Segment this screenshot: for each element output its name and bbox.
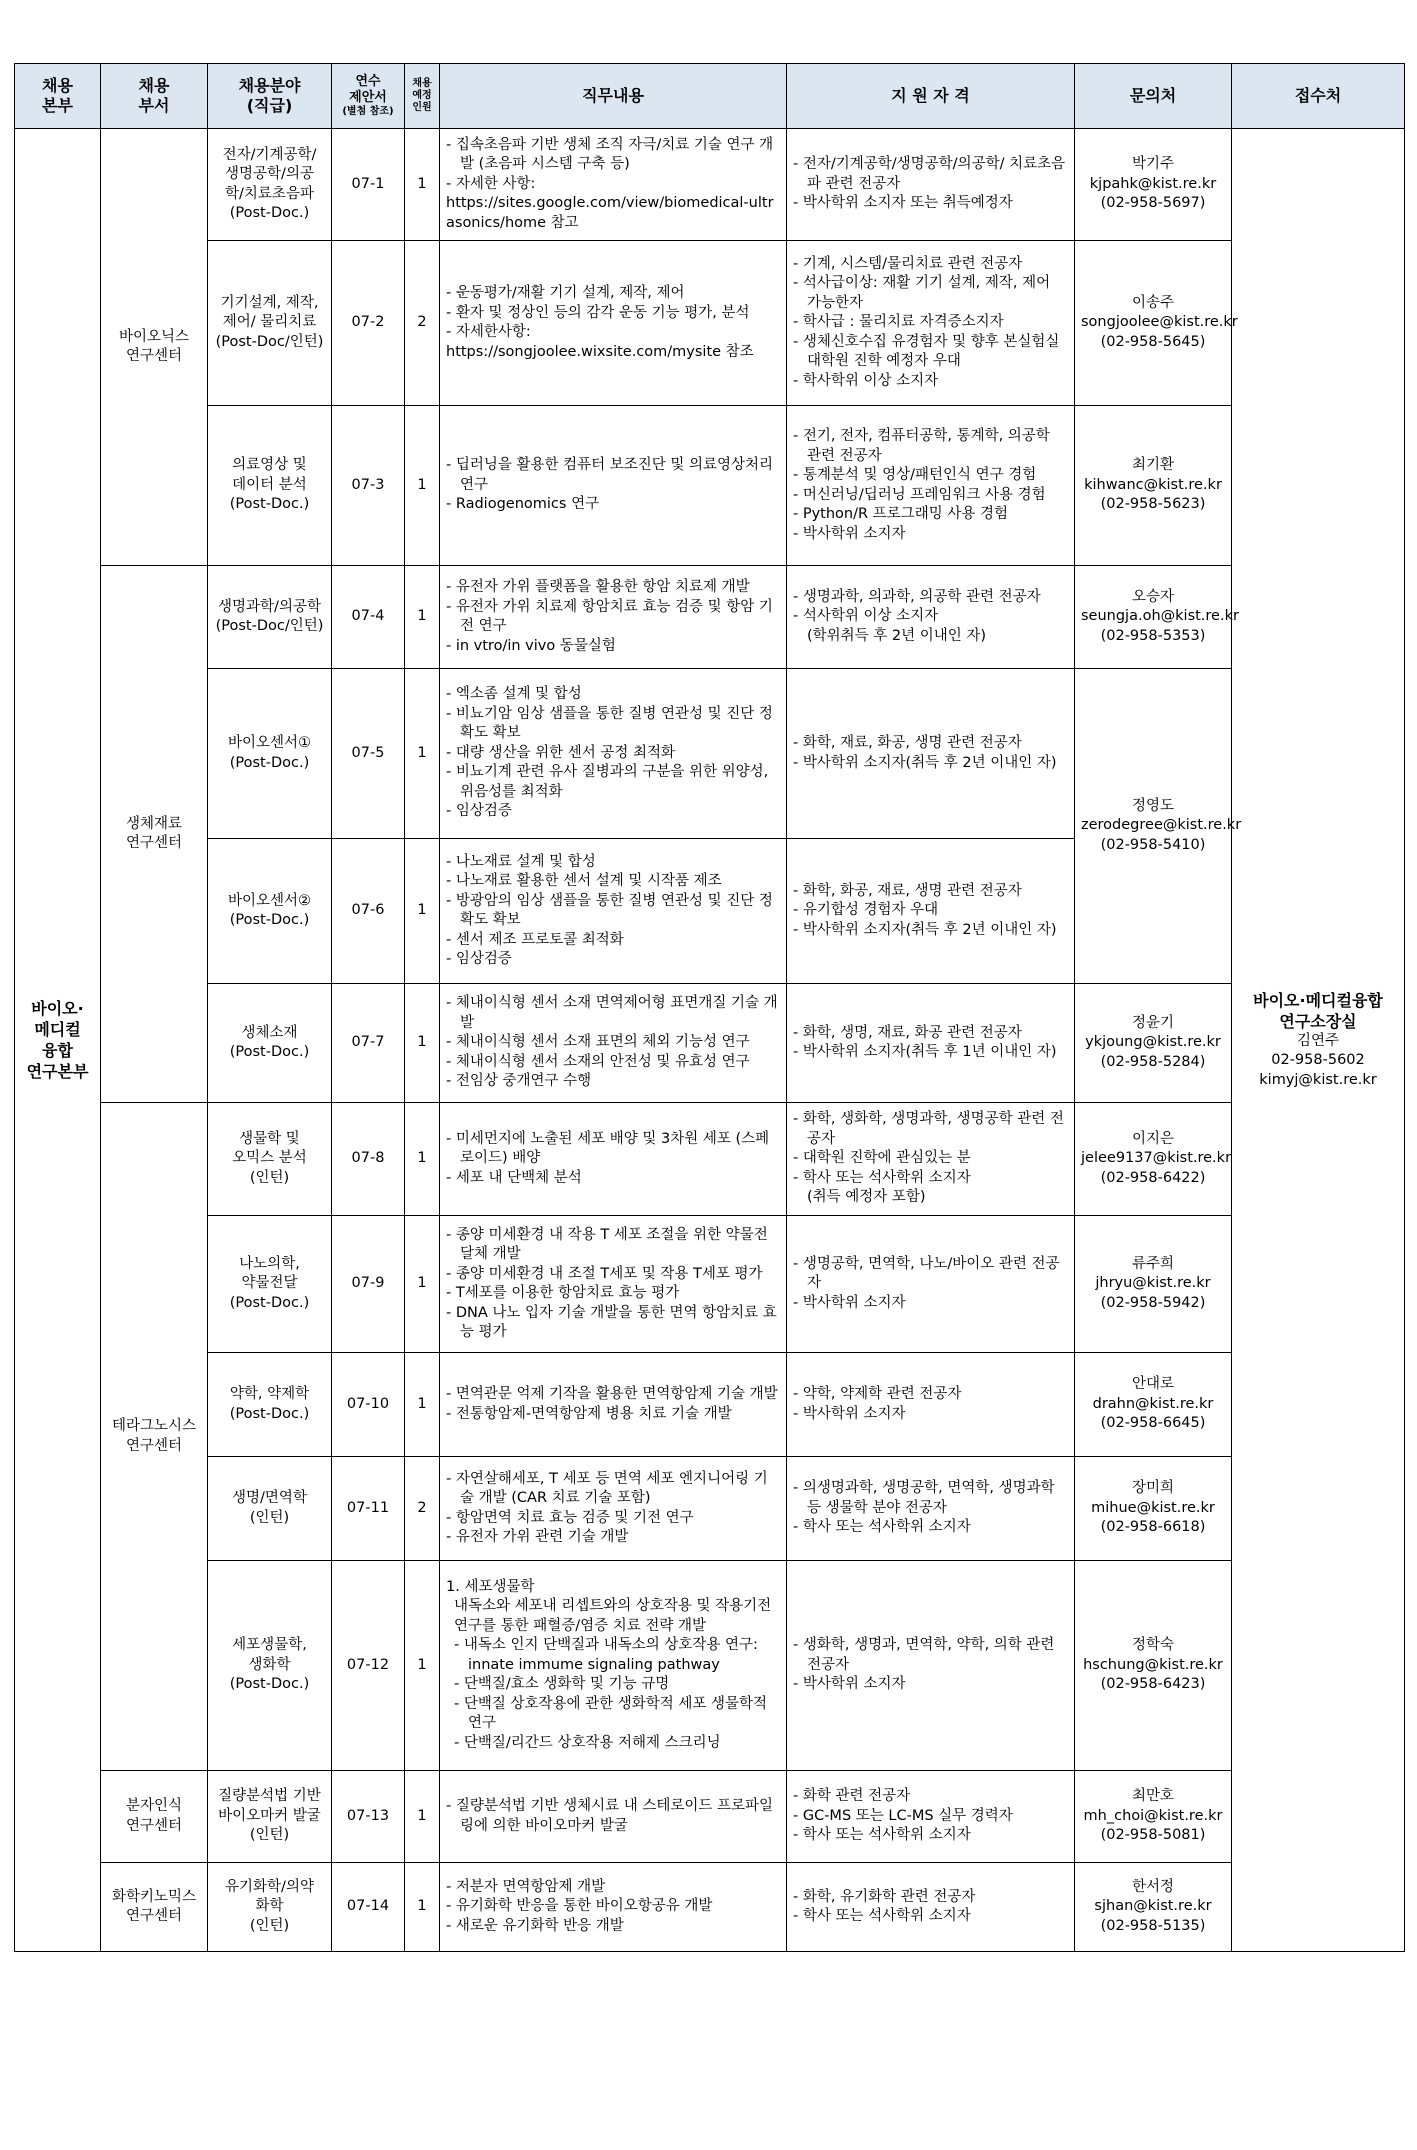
duty-item: - 환자 및 정상인 등의 감각 운동 기능 평가, 분석 <box>446 304 750 321</box>
duty-item: - 새로운 유기화학 반응 개발 <box>446 1917 624 1934</box>
duty-item: - 종양 미세환경 내 작용 T 세포 조절을 위한 약물전달체 개발 <box>446 1226 768 1262</box>
field-cell: 기기설계, 제작, 제어/ 물리치료 (Post-Doc/인턴) <box>208 241 332 406</box>
duties-cell <box>440 1771 787 1863</box>
dept-cell: 화학키노믹스 연구센터 <box>101 1863 208 1952</box>
duty-item: - 유전자 가위 플랫폼을 활용한 항암 치료제 개발 <box>446 579 750 595</box>
qualification-item: - 학사 또는 석사학위 소지자 <box>793 1827 971 1844</box>
qualification-item: - 학사학위 이상 소지자 <box>793 372 939 389</box>
proposal-code: 07-3 <box>332 406 405 566</box>
hire-count: 1 <box>405 1353 440 1457</box>
field-cell: 생물학 및 오믹스 분석 (인턴) <box>208 1103 332 1216</box>
table-row <box>15 1216 1405 1353</box>
header-field: 채용분야 (직급) <box>208 64 332 129</box>
qualification-item: - 화학, 유기화학 관련 전공자 <box>793 1888 976 1905</box>
qualification-item: - 생화학, 생명과, 면역학, 약학, 의학 관련 전공자 <box>793 1637 1055 1673</box>
qualification-cell <box>787 1457 1075 1561</box>
field-cell: 의료영상 및 데이터 분석 (Post-Doc.) <box>208 406 332 566</box>
qualification-cell <box>787 1103 1075 1216</box>
qualification-item: - GC-MS 또는 LC-MS 실무 경력자 <box>793 1807 1013 1824</box>
duty-item: - 나노재료 활용한 센서 설계 및 시작품 제조 <box>446 873 722 889</box>
qualification-item: - 생체신호수집 유경험자 및 향후 본실험실 대학원 진학 예정자 우대 <box>793 333 1060 370</box>
proposal-code: 07-9 <box>332 1216 405 1353</box>
field-cell: 나노의학, 약물전달 (Post-Doc.) <box>208 1216 332 1353</box>
qualification-item: - 학사 또는 석사학위 소지자 <box>793 1519 971 1536</box>
proposal-code: 07-14 <box>332 1863 405 1952</box>
field-cell: 약학, 약제학 (Post-Doc.) <box>208 1353 332 1457</box>
header-proposal-label: 연수 제안서 <box>349 74 387 105</box>
table-row <box>15 1457 1405 1561</box>
duties-cell <box>440 984 787 1103</box>
field-cell: 생명과학/의공학 (Post-Doc/인턴) <box>208 566 332 669</box>
duties-cell <box>440 1561 787 1771</box>
qualification-item: - 화학 관련 전공자 <box>793 1788 911 1805</box>
duty-item: - 유전자 가위 관련 기술 개발 <box>446 1529 629 1545</box>
field-cell: 유기화학/의약 화학 (인턴) <box>208 1863 332 1952</box>
header-proposal-note: (별첨 참조) <box>342 106 394 117</box>
duty-item: - 전임상 중개연구 수행 <box>446 1073 592 1090</box>
contact-cell: 정윤기 ykjoung@kist.re.kr (02-958-5284) <box>1075 984 1232 1103</box>
qualification-cell <box>787 1771 1075 1863</box>
duty-item: - 자연살해세포, T 세포 등 면역 세포 엔지니어링 기술 개발 (CAR 치료 기술 포함) <box>446 1470 768 1506</box>
duty-item: - 단백질/효소 생화학 및 기능 규명 <box>454 1676 670 1693</box>
qualification-item: - 석사급이상: 재활 기기 설계, 제작, 제어 가능한자 <box>793 275 1051 311</box>
duty-item: - T세포를 이용한 항암치료 효능 평가 <box>446 1285 680 1301</box>
qualification-cell <box>787 1561 1075 1771</box>
qualification-item: - 생명과학, 의과학, 의공학 관련 전공자 <box>793 588 1041 605</box>
proposal-code: 07-4 <box>332 566 405 669</box>
duties-cell <box>440 566 787 669</box>
duty-item: - 비뇨기계 관련 유사 질병과의 구분을 위한 위양성, 위음성를 최적화 <box>446 764 769 800</box>
duty-item: - 임상검증 <box>446 803 512 820</box>
field-cell: 전자/기계공학/ 생명공학/의공 학/치료초음파 (Post-Doc.) <box>208 129 332 241</box>
table-row <box>15 1561 1405 1771</box>
header-hq: 채용 본부 <box>15 64 101 129</box>
qualification-item: (취득 예정자 포함) <box>807 1189 926 1206</box>
duties-cell <box>440 1863 787 1952</box>
proposal-code: 07-7 <box>332 984 405 1103</box>
header-qualification: 지 원 자 격 <box>787 64 1075 129</box>
duties-cell <box>440 1353 787 1457</box>
qualification-cell <box>787 839 1075 984</box>
qualification-item: - 의생명과학, 생명공학, 면역학, 생명과학 등 생물학 분야 전공자 <box>793 1480 1055 1516</box>
qualification-item: - 박사학위 소지자(취득 후 2년 이내인 자) <box>793 754 1057 771</box>
hire-count: 1 <box>405 1561 440 1771</box>
hire-count: 1 <box>405 129 440 241</box>
contact-cell: 이지은 jelee9137@kist.re.kr (02-958-6422) <box>1075 1103 1232 1216</box>
duties-cell <box>440 406 787 566</box>
header-duties: 직무내용 <box>440 64 787 129</box>
hire-count: 1 <box>405 669 440 839</box>
qualification-cell <box>787 669 1075 839</box>
duty-text: 내독소와 세포내 리셉트와의 상호작용 및 작용기전 연구를 통한 패혈증/염증 치료 전략 개발 <box>454 1598 772 1634</box>
duty-text: 1. 세포생물학 <box>446 1578 535 1595</box>
duty-item: - Radiogenomics 연구 <box>446 496 600 513</box>
qualification-cell <box>787 129 1075 241</box>
hire-count: 1 <box>405 1216 440 1353</box>
duty-item: - 엑소좀 설계 및 합성 <box>446 686 582 703</box>
receiver-phone: 02-958-5602 <box>1271 1052 1365 1069</box>
qualification-item: - 박사학위 소지자 <box>793 1676 906 1693</box>
qualification-item: - 박사학위 소지자 <box>793 1405 906 1422</box>
table-row <box>15 566 1405 669</box>
dept-cell: 테라그노시스 연구센터 <box>101 1103 208 1771</box>
hire-count: 1 <box>405 1863 440 1952</box>
receiver-name: 김연주 <box>1296 1032 1340 1049</box>
duties-cell <box>440 129 787 241</box>
contact-cell: 류주희 jhryu@kist.re.kr (02-958-5942) <box>1075 1216 1232 1353</box>
header-count: 채용 예정 인원 <box>405 64 440 129</box>
duty-item: - 임상검증 <box>446 951 512 967</box>
duty-item: - 저분자 면역항암제 개발 <box>446 1878 606 1895</box>
duty-item: - DNA 나노 입자 기술 개발을 통한 면역 항암치료 효능 평가 <box>446 1304 777 1340</box>
qualification-item: - 전기, 전자, 컴퓨터공학, 통계학, 의공학 관련 전공자 <box>793 428 1050 464</box>
header-row <box>15 64 1405 129</box>
hq-cell: 바이오· 메디컬 융합 연구본부 <box>15 129 101 1952</box>
table-row <box>15 1863 1405 1952</box>
proposal-code: 07-1 <box>332 129 405 241</box>
hire-count: 1 <box>405 1103 440 1216</box>
duty-item: - 종양 미세환경 내 조절 T세포 및 작용 T세포 평가 <box>446 1265 763 1282</box>
duty-item: - 단백질 상호작용에 관한 생화학적 세포 생물학적 연구 <box>454 1695 768 1732</box>
duty-item: - 유기화학 반응을 통한 바이오항공유 개발 <box>446 1898 713 1915</box>
duty-item: - 단백질/리간드 상호작용 저해제 스크리닝 <box>454 1734 721 1751</box>
duty-item: - 딥러닝을 활용한 컴퓨터 보조진단 및 의료영상처리 연구 <box>446 457 774 493</box>
dept-cell: 바이오닉스 연구센터 <box>101 129 208 566</box>
qualification-item: - 박사학위 소지자(취득 후 2년 이내인 자) <box>793 921 1057 938</box>
duty-item: - 체내이식형 센서 소재 표면의 체외 기능성 연구 <box>446 1034 750 1051</box>
duties-cell <box>440 1457 787 1561</box>
duty-item: - 질량분석법 기반 생체시료 내 스테로이드 프로파일링에 의한 바이오마커 발굴 <box>446 1798 774 1834</box>
qualification-item: - 화학, 재료, 화공, 생명 관련 전공자 <box>793 735 1022 751</box>
qualification-cell <box>787 406 1075 566</box>
duties-cell <box>440 669 787 839</box>
hire-count: 1 <box>405 984 440 1103</box>
qualification-cell <box>787 984 1075 1103</box>
duties-cell <box>440 1216 787 1353</box>
proposal-code: 07-6 <box>332 839 405 984</box>
dept-cell: 생체재료 연구센터 <box>101 566 208 1103</box>
qualification-cell <box>787 241 1075 406</box>
duty-item: - 나노재료 설계 및 합성 <box>446 853 596 870</box>
table-row <box>15 1103 1405 1216</box>
receiver-email: kimyj@kist.re.kr <box>1259 1071 1377 1088</box>
duty-item: - 체내이식형 센서 소재 면역제어형 표면개질 기술 개발 <box>446 995 778 1031</box>
contact-cell: 최기환 kihwanc@kist.re.kr (02-958-5623) <box>1075 406 1232 566</box>
qualification-item: - 기계, 시스템/물리치료 관련 전공자 <box>793 255 1023 272</box>
contact-cell: 정학숙 hschung@kist.re.kr (02-958-6423) <box>1075 1561 1232 1771</box>
qualification-item: - 화학, 생명, 재료, 화공 관련 전공자 <box>793 1024 1022 1041</box>
field-cell: 세포생물학, 생화학 (Post-Doc.) <box>208 1561 332 1771</box>
qualification-item: - 박사학위 소지자 또는 취득예정자 <box>793 195 1013 212</box>
contact-cell: 정영도 zerodegree@kist.re.kr (02-958-5410) <box>1075 669 1232 984</box>
proposal-code: 07-5 <box>332 669 405 839</box>
hire-count: 2 <box>405 241 440 406</box>
duty-item: - 전통항암제-면역항암제 병용 치료 기술 개발 <box>446 1405 732 1422</box>
hire-count: 1 <box>405 566 440 669</box>
proposal-code: 07-2 <box>332 241 405 406</box>
qualification-item: - 화학, 화공, 재료, 생명 관련 전공자 <box>793 882 1022 899</box>
qualification-item: - 유기합성 경험자 우대 <box>793 902 939 919</box>
contact-cell: 안대로 drahn@kist.re.kr (02-958-6645) <box>1075 1353 1232 1457</box>
proposal-code: 07-12 <box>332 1561 405 1771</box>
table-row <box>15 129 1405 241</box>
contact-cell: 박기주 kjpahk@kist.re.kr (02-958-5697) <box>1075 129 1232 241</box>
field-cell: 생명/면역학 (인턴) <box>208 1457 332 1561</box>
receiver-cell <box>1232 129 1405 1952</box>
qualification-item: - 대학원 진학에 관심있는 분 <box>793 1150 971 1167</box>
qualification-item: - 박사학위 소지자 <box>793 1294 906 1311</box>
hire-count: 1 <box>405 1771 440 1863</box>
table-row <box>15 1771 1405 1863</box>
proposal-code: 07-10 <box>332 1353 405 1457</box>
qualification-item: (학위취득 후 2년 이내인 자) <box>807 627 987 644</box>
proposal-code: 07-13 <box>332 1771 405 1863</box>
recruitment-table <box>14 63 1405 1952</box>
duty-item: - 유전자 가위 치료제 항암치료 효능 검증 및 항암 기전 연구 <box>446 598 773 634</box>
duty-item: - in vtro/in vivo 동물실험 <box>446 637 616 654</box>
duty-item: - 집속초음파 기반 생체 조직 자극/치료 기술 연구 개발 (초음파 시스템 구축 등) <box>446 136 774 173</box>
duties-cell <box>440 241 787 406</box>
duty-item: https://sites.google.com/view/biomedical-ultrasonics/home 참고 <box>446 195 774 231</box>
duty-item: - 방광암의 임상 샘플을 통한 질병 연관성 및 진단 정확도 확보 <box>446 892 773 928</box>
duty-item: - 체내이식형 센서 소재의 안전성 및 유효성 연구 <box>446 1053 750 1070</box>
contact-cell: 오승자 seungja.oh@kist.re.kr (02-958-5353) <box>1075 566 1232 669</box>
qualification-item: - 학사급 : 물리치료 자격증소지자 <box>793 314 1004 331</box>
header-contact: 문의처 <box>1075 64 1232 129</box>
duty-item: - 자세한사항: <box>446 324 531 340</box>
hire-count: 1 <box>405 839 440 984</box>
receiver-title: 바이오·메디컬융합 연구소장실 <box>1253 990 1383 1031</box>
contact-cell: 장미희 mihue@kist.re.kr (02-958-6618) <box>1075 1457 1232 1561</box>
duty-item: - 세포 내 단백체 분석 <box>446 1169 582 1186</box>
qualification-item: - Python/R 프로그래밍 사용 경험 <box>793 506 1008 522</box>
qualification-item: - 석사학위 이상 소지자 <box>793 608 939 625</box>
contact-cell: 한서정 sjhan@kist.re.kr (02-958-5135) <box>1075 1863 1232 1952</box>
table-row <box>15 241 1405 406</box>
qualification-item: - 박사학위 소지자(취득 후 1년 이내인 자) <box>793 1044 1057 1060</box>
qualification-item: - 생명공학, 면역학, 나노/바이오 관련 전공자 <box>793 1255 1060 1292</box>
duty-item: - 항암면역 치료 효능 검증 및 기전 연구 <box>446 1509 694 1526</box>
contact-cell: 이송주 songjoolee@kist.re.kr (02-958-5645) <box>1075 241 1232 406</box>
duty-item: - 비뇨기암 임상 샘플을 통한 질병 연관성 및 진단 정확도 확보 <box>446 705 773 742</box>
dept-cell: 분자인식 연구센터 <box>101 1771 208 1863</box>
table-row <box>15 406 1405 566</box>
qualification-item: - 화학, 생화학, 생명과학, 생명공학 관련 전공자 <box>793 1111 1064 1147</box>
qualification-item: - 박사학위 소지자 <box>793 525 906 542</box>
duty-item: - 운동평가/재활 기기 설계, 제작, 제어 <box>446 285 685 301</box>
duty-item: - 센서 제조 프로토콜 최적화 <box>446 931 624 948</box>
qualification-item: - 전자/기계공학/생명공학/의공학/ 치료초음파 관련 전공자 <box>793 156 1066 192</box>
header-dept: 채용 부서 <box>101 64 208 129</box>
proposal-code: 07-11 <box>332 1457 405 1561</box>
table-row <box>15 669 1405 839</box>
field-cell: 바이오센서② (Post-Doc.) <box>208 839 332 984</box>
contact-cell: 최만호 mh_choi@kist.re.kr (02-958-5081) <box>1075 1771 1232 1863</box>
qualification-cell <box>787 1353 1075 1457</box>
qualification-item: - 학사 또는 석사학위 소지자 <box>793 1908 971 1924</box>
duty-item: - 면역관문 억제 기작을 활용한 면역항암제 기술 개발 <box>446 1386 778 1402</box>
duty-item: - 내독소 인지 단백질과 내독소의 상호작용 연구: innate immume signaling pathway <box>454 1637 758 1673</box>
qualification-cell <box>787 1216 1075 1353</box>
qualification-item: - 통계분석 및 영상/패턴인식 연구 경험 <box>793 467 1037 483</box>
qualification-cell <box>787 566 1075 669</box>
table-row <box>15 984 1405 1103</box>
qualification-item: - 머신러닝/딥러닝 프레임워크 사용 경험 <box>793 486 1046 503</box>
field-cell: 질량분석법 기반 바이오마커 발굴 (인턴) <box>208 1771 332 1863</box>
qualification-item: - 학사 또는 석사학위 소지자 <box>793 1169 971 1186</box>
field-cell: 바이오센서① (Post-Doc.) <box>208 669 332 839</box>
header-proposal <box>332 64 405 129</box>
duties-cell <box>440 1103 787 1216</box>
duties-cell <box>440 839 787 984</box>
table-row <box>15 1353 1405 1457</box>
hire-count: 1 <box>405 406 440 566</box>
field-cell: 생체소재 (Post-Doc.) <box>208 984 332 1103</box>
duty-item: https://songjoolee.wixsite.com/mysite 참조 <box>446 343 754 360</box>
hire-count: 2 <box>405 1457 440 1561</box>
duty-item: - 자세한 사항: <box>446 175 536 192</box>
header-receiver: 접수처 <box>1232 64 1405 129</box>
duty-item: - 미세먼지에 노출된 세포 배양 및 3차원 세포 (스페로이드) 배양 <box>446 1130 770 1167</box>
duty-item: - 대량 생산을 위한 센서 공정 최적화 <box>446 744 675 761</box>
qualification-item: - 약학, 약제학 관련 전공자 <box>793 1386 962 1402</box>
proposal-code: 07-8 <box>332 1103 405 1216</box>
qualification-cell <box>787 1863 1075 1952</box>
